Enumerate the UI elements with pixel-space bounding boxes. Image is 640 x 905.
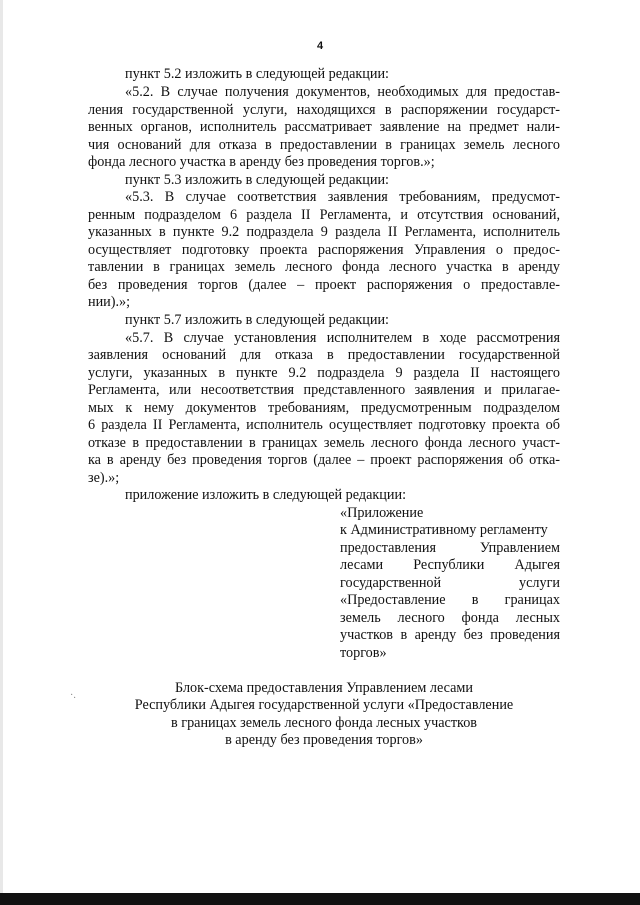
text-line: приложение изложить в следующей редакции: xyxy=(125,487,407,503)
text-line: ренным подразделом 6 раздела II Регламента, и отсутствия оснований, xyxy=(88,207,560,223)
scan-edge-bottom xyxy=(0,893,640,905)
text-line: пункт 5.7 изложить в следующей редакции: xyxy=(125,312,389,328)
margin-mark: ·. xyxy=(70,690,76,701)
schema-title-line: в границах земель лесного фонда лесных участков xyxy=(171,715,477,731)
appendix-line: торгов» xyxy=(340,645,387,661)
text-line: «5.3. В случае соответствия заявления требованиям, предусмот- xyxy=(125,189,560,205)
text-line: заявления оснований для отказа в предоставлении государственной xyxy=(88,347,560,363)
text-line: «5.2. В случае получения документов, необходимых для предостав- xyxy=(125,84,560,100)
appendix-line: государственной услуги xyxy=(340,575,560,591)
text-line: зе).»; xyxy=(88,470,120,486)
scan-edge-left xyxy=(0,0,3,905)
text-line: чия оснований для отказа в предоставлении в границах земель лесного xyxy=(88,137,560,153)
appendix-line: «Приложение xyxy=(340,505,424,521)
text-line: ления государственной услуги, находящихся в распоряжении государст- xyxy=(88,102,560,118)
text-line: 6 раздела II Регламента, исполнитель осуществляет подготовку проекта об xyxy=(88,417,560,433)
appendix-line: лесами Республики Адыгея xyxy=(340,557,560,573)
appendix-line: к Административному регламенту xyxy=(340,522,548,538)
schema-title-line: Блок-схема предоставления Управлением лесами xyxy=(175,680,473,696)
text-line: Регламента, или несоответствия представленного заявления и прилагае- xyxy=(88,382,560,398)
appendix-line: «Предоставление в границах xyxy=(340,592,560,608)
text-line: «5.7. В случае установления исполнителем в ходе рассмотрения xyxy=(125,330,560,346)
text-line: венных органов, исполнитель рассматривает заявление на предмет нали- xyxy=(88,119,560,135)
text-line: тавлении в границах земель лесного фонда лесного участка в аренду xyxy=(88,259,560,275)
text-line: пункт 5.3 изложить в следующей редакции: xyxy=(125,172,389,188)
appendix-line: земель лесного фонда лесных xyxy=(340,610,560,626)
schema-title-line: в аренду без проведения торгов» xyxy=(225,732,423,748)
appendix-line: участков в аренду без проведения xyxy=(340,627,560,643)
text-line: нии).»; xyxy=(88,294,131,310)
text-line: фонда лесного участка в аренду без проведения торгов.»; xyxy=(88,154,435,170)
text-line: отказе в предоставлении в границах земель лесного фонда лесного участ- xyxy=(88,435,560,451)
text-line: пункт 5.2 изложить в следующей редакции: xyxy=(125,66,389,82)
schema-title-line: Республики Адыгея государственной услуги «Предоставление xyxy=(134,697,514,713)
text-line: услуги, указанных в пункте 9.2 подраздела 9 раздела II настоящего xyxy=(88,365,560,381)
text-line: мых к нему документов требованиям, предусмотренным подразделом xyxy=(88,400,560,416)
page-number: 4 xyxy=(316,40,324,52)
text-line: указанных в пункте 9.2 подраздела 9 раздела II Регламента, исполнитель xyxy=(88,224,560,240)
text-line: без проведения торгов (далее – проект распоряжения о предоставле- xyxy=(88,277,560,293)
text-line: ка в аренду без проведения торгов (далее – проект распоряжения об отка- xyxy=(88,452,560,468)
text-line: осуществляет подготовку проекта распоряжения Управления о предос- xyxy=(88,242,560,258)
appendix-line: предоставления Управлением xyxy=(340,540,560,556)
